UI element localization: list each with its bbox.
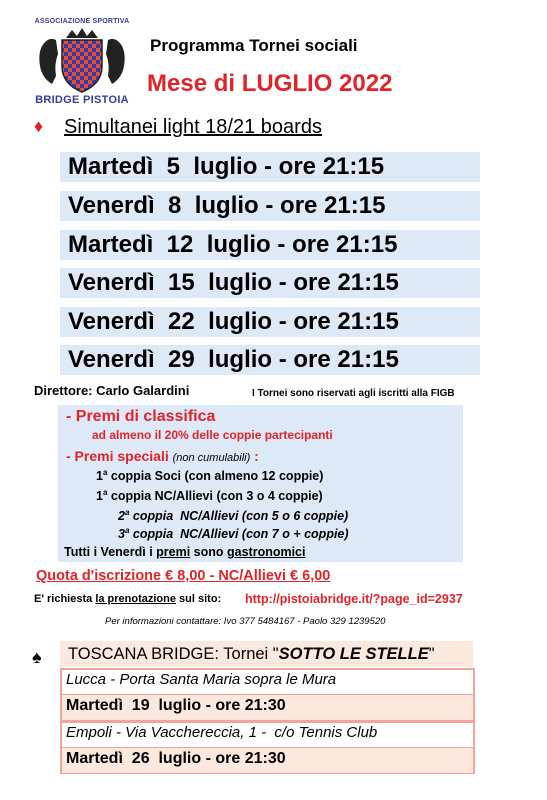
association-label: ASSOCIAZIONE SPORTIVA	[34, 18, 130, 25]
event-date: Martedì 26 luglio - ore 21:30	[66, 750, 286, 767]
page-subtitle: Mese di LUGLIO 2022	[147, 70, 393, 97]
friday-prizes-note: Tutti i Venerdì i premi sono gastronomici	[64, 545, 306, 559]
club-logo	[32, 16, 132, 106]
prize-item: 1$^a$ coppia NC/Allievi (con 3 o 4 coppie)	[96, 488, 323, 504]
spade-icon: ♠	[32, 647, 42, 667]
date-row: Martedì 12 luglio - ore 21:15	[60, 230, 480, 260]
booking-link[interactable]: http://pistoiabridge.it/?page_id=2937	[245, 592, 463, 606]
prizes-special-heading	[66, 448, 259, 464]
prizes-special-colon: :	[250, 448, 259, 464]
event-venue: Empoli - Via Vacchereccia, 1 - c/o Tennis Club	[66, 724, 378, 741]
prize-item: 3$^a$ coppia NC/Allievi (con 7 o + coppie)	[118, 526, 349, 542]
prize-item: 1$^a$ coppia Soci (con almeno 12 coppie)	[96, 468, 324, 484]
date-row: Venerdì 29 luglio - ore 21:15	[60, 345, 480, 375]
event-date: Martedì 19 luglio - ore 21:30	[66, 697, 286, 714]
prizes-special-note: (non cumulabili)	[172, 452, 251, 464]
date-row: Martedì 5 luglio - ore 21:15	[60, 152, 480, 182]
contact-info: Per informazioni contattare: Ivo 377 5484167 - Paolo 329 1239520	[105, 616, 386, 627]
simultanei-heading: Simultanei light 18/21 boards	[64, 116, 322, 138]
booking-text: E' richiesta la prenotazione sul sito:	[34, 593, 222, 605]
diamond-icon: ♦	[34, 116, 44, 136]
prize-item: 2$^a$ coppia NC/Allievi (con 5 o 6 coppie)	[118, 508, 349, 524]
date-row: Venerdì 22 luglio - ore 21:15	[60, 307, 480, 337]
reserved-note: I Tornei sono riservati agli iscritti alla FIGB	[252, 388, 455, 399]
director-text: Direttore: Carlo Galardini	[34, 383, 190, 398]
date-row: Venerdì 15 luglio - ore 21:15	[60, 268, 480, 298]
event-venue: Lucca - Porta Santa Maria sopra le Mura	[66, 671, 337, 688]
fee-text: Quota d'iscrizione € 8,00 - NC/Allievi € 6,00	[36, 568, 331, 584]
prizes-special-label: - Premi speciali	[66, 448, 169, 464]
toscana-heading: TOSCANA BRIDGE: Tornei "SOTTO LE STELLE"	[68, 645, 435, 663]
prizes-ranking-note: ad almeno il 20% delle coppie partecipanti	[92, 428, 333, 442]
page-title: Programma Tornei sociali	[150, 36, 358, 55]
date-row: Venerdì 8 luglio - ore 21:15	[60, 191, 480, 221]
prizes-ranking-heading: - Premi di classifica	[66, 408, 216, 425]
club-name: BRIDGE PISTOIA	[35, 94, 129, 106]
